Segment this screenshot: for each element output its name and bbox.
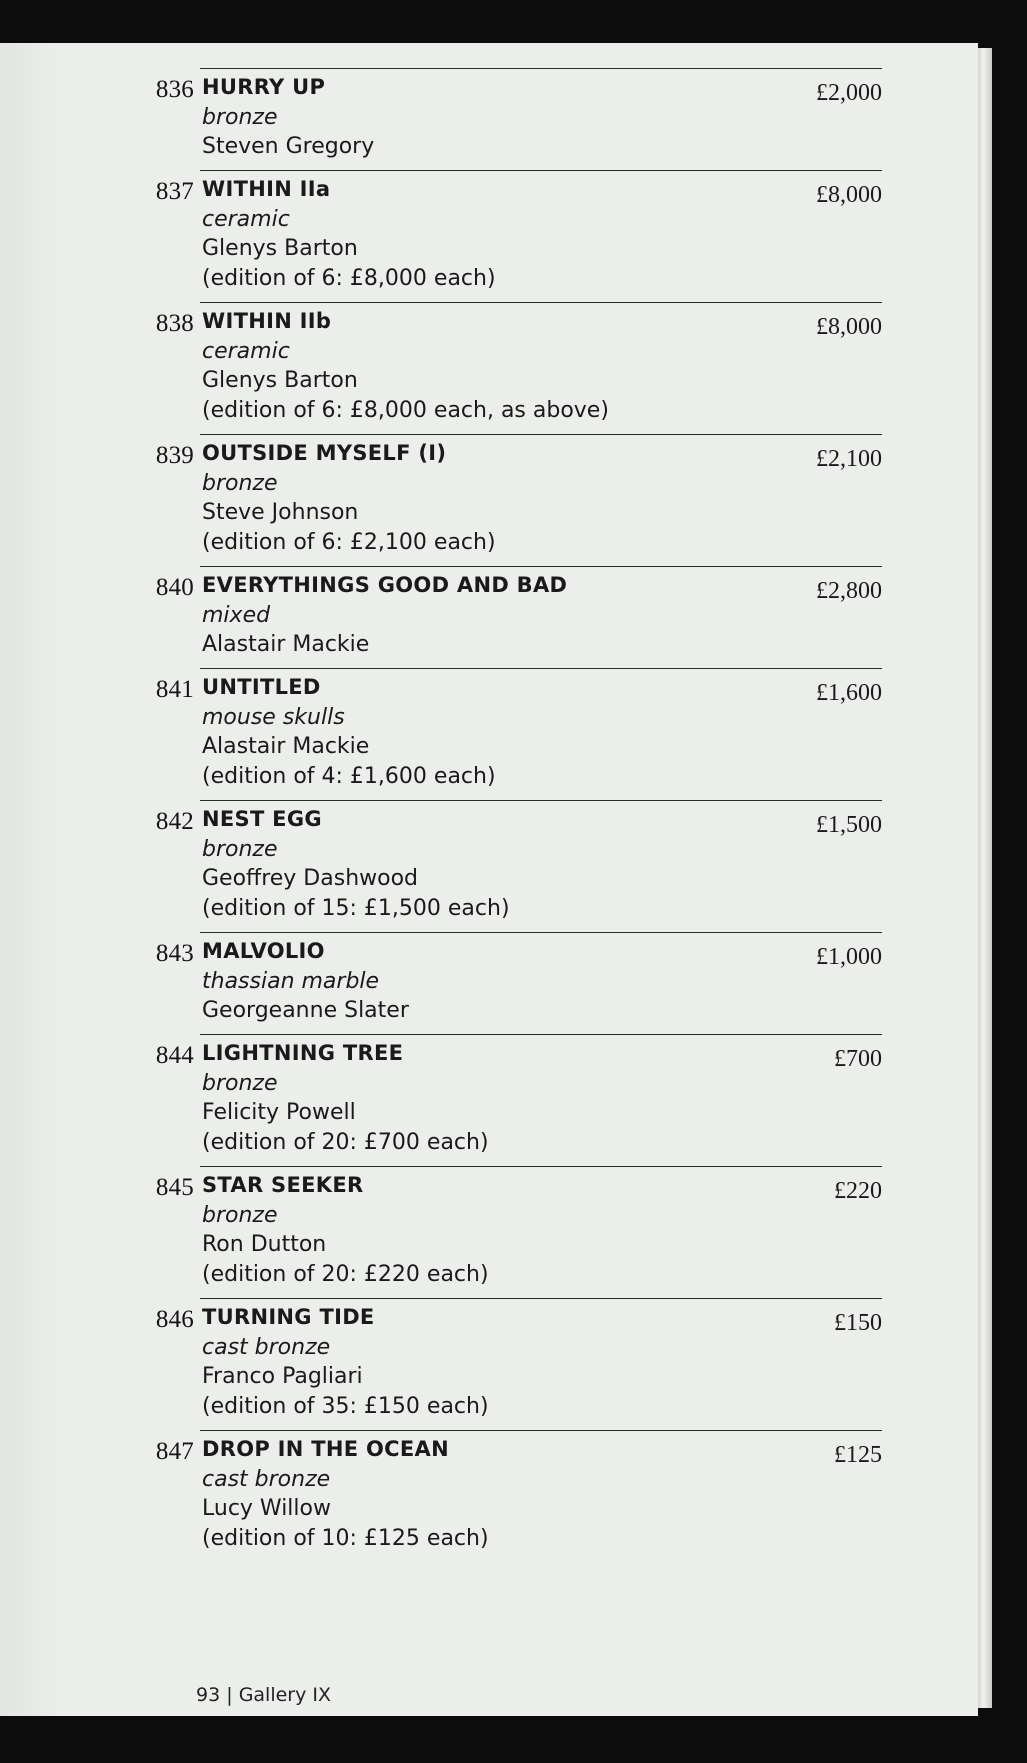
entry-number: 843: [155, 940, 194, 967]
entry-details: [202, 175, 782, 293]
entry-details: [202, 73, 782, 162]
entry-details: [202, 673, 782, 791]
entry-medium: bronze: [202, 104, 278, 130]
entry-edition: (edition of 20: £700 each): [202, 1129, 489, 1155]
section-name: Gallery IX: [238, 1684, 332, 1706]
entry-details: [202, 1171, 782, 1289]
entry-number: 838: [155, 310, 194, 337]
entry-title: NEST EGG: [202, 807, 322, 831]
entry-number: 836: [155, 76, 194, 103]
entry-divider: [200, 932, 882, 933]
entry-divider: [200, 800, 882, 801]
entry-title: MALVOLIO: [202, 939, 325, 963]
entry-title: DROP IN THE OCEAN: [202, 1437, 449, 1461]
entry-price: £1,500: [816, 812, 882, 838]
entry-artist: Ron Dutton: [202, 1232, 327, 1257]
page-edge: [978, 48, 992, 1708]
entry-medium: cast bronze: [202, 1466, 331, 1492]
entry-details: [202, 1435, 782, 1553]
entry-artist: Franco Pagliari: [202, 1364, 363, 1389]
entry-price: £2,100: [816, 446, 882, 472]
entry-artist: Steve Johnson: [202, 500, 359, 525]
entry-details: [202, 1303, 782, 1421]
entry-edition: (edition of 6: £8,000 each, as above): [202, 397, 609, 423]
entry-divider: [200, 170, 882, 171]
entry-number: 846: [155, 1306, 194, 1333]
entry-price: £220: [834, 1178, 882, 1204]
entry-price: £150: [834, 1310, 882, 1336]
entry-number: 847: [155, 1438, 194, 1465]
entry-number: 845: [155, 1174, 194, 1201]
entry-medium: ceramic: [202, 338, 290, 364]
entry-artist: Alastair Mackie: [202, 632, 370, 657]
entry-title: HURRY UP: [202, 75, 326, 99]
entry-artist: Glenys Barton: [202, 368, 358, 393]
entry-medium: thassian marble: [202, 968, 380, 994]
catalogue-page: [0, 43, 978, 1716]
entry-artist: Felicity Powell: [202, 1100, 356, 1125]
entry-price: £8,000: [816, 182, 882, 208]
entry-number: 837: [155, 178, 194, 205]
entry-divider: [200, 1166, 882, 1167]
entry-price: £2,000: [816, 80, 882, 106]
entry-price: £1,600: [816, 680, 882, 706]
entry-details: [202, 439, 782, 557]
page-number: 93: [196, 1684, 221, 1706]
entry-edition: (edition of 6: £2,100 each): [202, 529, 496, 555]
entry-title: LIGHTNING TREE: [202, 1041, 404, 1065]
entry-medium: bronze: [202, 836, 278, 862]
entry-details: [202, 307, 782, 425]
entry-divider: [200, 302, 882, 303]
entry-title: TURNING TIDE: [202, 1305, 375, 1329]
entry-divider: [200, 566, 882, 567]
page-gutter-shadow: [0, 43, 60, 1716]
entry-price: £8,000: [816, 314, 882, 340]
entry-details: [202, 571, 782, 660]
entry-artist: Alastair Mackie: [202, 734, 370, 759]
entry-divider: [200, 1298, 882, 1299]
entry-title: EVERYTHINGS GOOD AND BAD: [202, 573, 568, 597]
entry-number: 841: [155, 676, 194, 703]
entry-title: UNTITLED: [202, 675, 321, 699]
entry-number: 842: [155, 808, 194, 835]
entry-divider: [200, 68, 882, 69]
entry-artist: Steven Gregory: [202, 134, 375, 159]
entry-medium: cast bronze: [202, 1334, 331, 1360]
page-footer: [196, 1684, 331, 1706]
entry-title: STAR SEEKER: [202, 1173, 364, 1197]
entry-edition: (edition of 10: £125 each): [202, 1525, 489, 1551]
entry-artist: Georgeanne Slater: [202, 998, 409, 1023]
entry-details: [202, 805, 782, 923]
entry-title: OUTSIDE MYSELF (I): [202, 441, 447, 465]
entry-edition: (edition of 4: £1,600 each): [202, 763, 496, 789]
entry-artist: Geoffrey Dashwood: [202, 866, 419, 891]
entry-medium: mouse skulls: [202, 704, 345, 730]
entry-medium: bronze: [202, 1202, 278, 1228]
entry-title: WITHIN IIb: [202, 309, 332, 333]
entry-edition: (edition of 6: £8,000 each): [202, 265, 496, 291]
entry-medium: bronze: [202, 470, 278, 496]
entry-medium: mixed: [202, 602, 271, 628]
entry-price: £2,800: [816, 578, 882, 604]
entry-divider: [200, 668, 882, 669]
footer-separator: |: [226, 1684, 233, 1706]
entry-number: 840: [155, 574, 194, 601]
entry-edition: (edition of 20: £220 each): [202, 1261, 489, 1287]
entry-divider: [200, 1034, 882, 1035]
entry-divider: [200, 434, 882, 435]
entry-artist: Glenys Barton: [202, 236, 358, 261]
entry-number: 844: [155, 1042, 194, 1069]
entry-artist: Lucy Willow: [202, 1496, 331, 1521]
entry-price: £125: [834, 1442, 882, 1468]
entry-details: [202, 1039, 782, 1157]
entry-number: 839: [155, 442, 194, 469]
entry-medium: ceramic: [202, 206, 290, 232]
entry-edition: (edition of 15: £1,500 each): [202, 895, 510, 921]
entry-price: £700: [834, 1046, 882, 1072]
entry-price: £1,000: [816, 944, 882, 970]
entry-medium: bronze: [202, 1070, 278, 1096]
entry-details: [202, 937, 782, 1026]
entry-edition: (edition of 35: £150 each): [202, 1393, 489, 1419]
entry-title: WITHIN IIa: [202, 177, 331, 201]
entry-divider: [200, 1430, 882, 1431]
